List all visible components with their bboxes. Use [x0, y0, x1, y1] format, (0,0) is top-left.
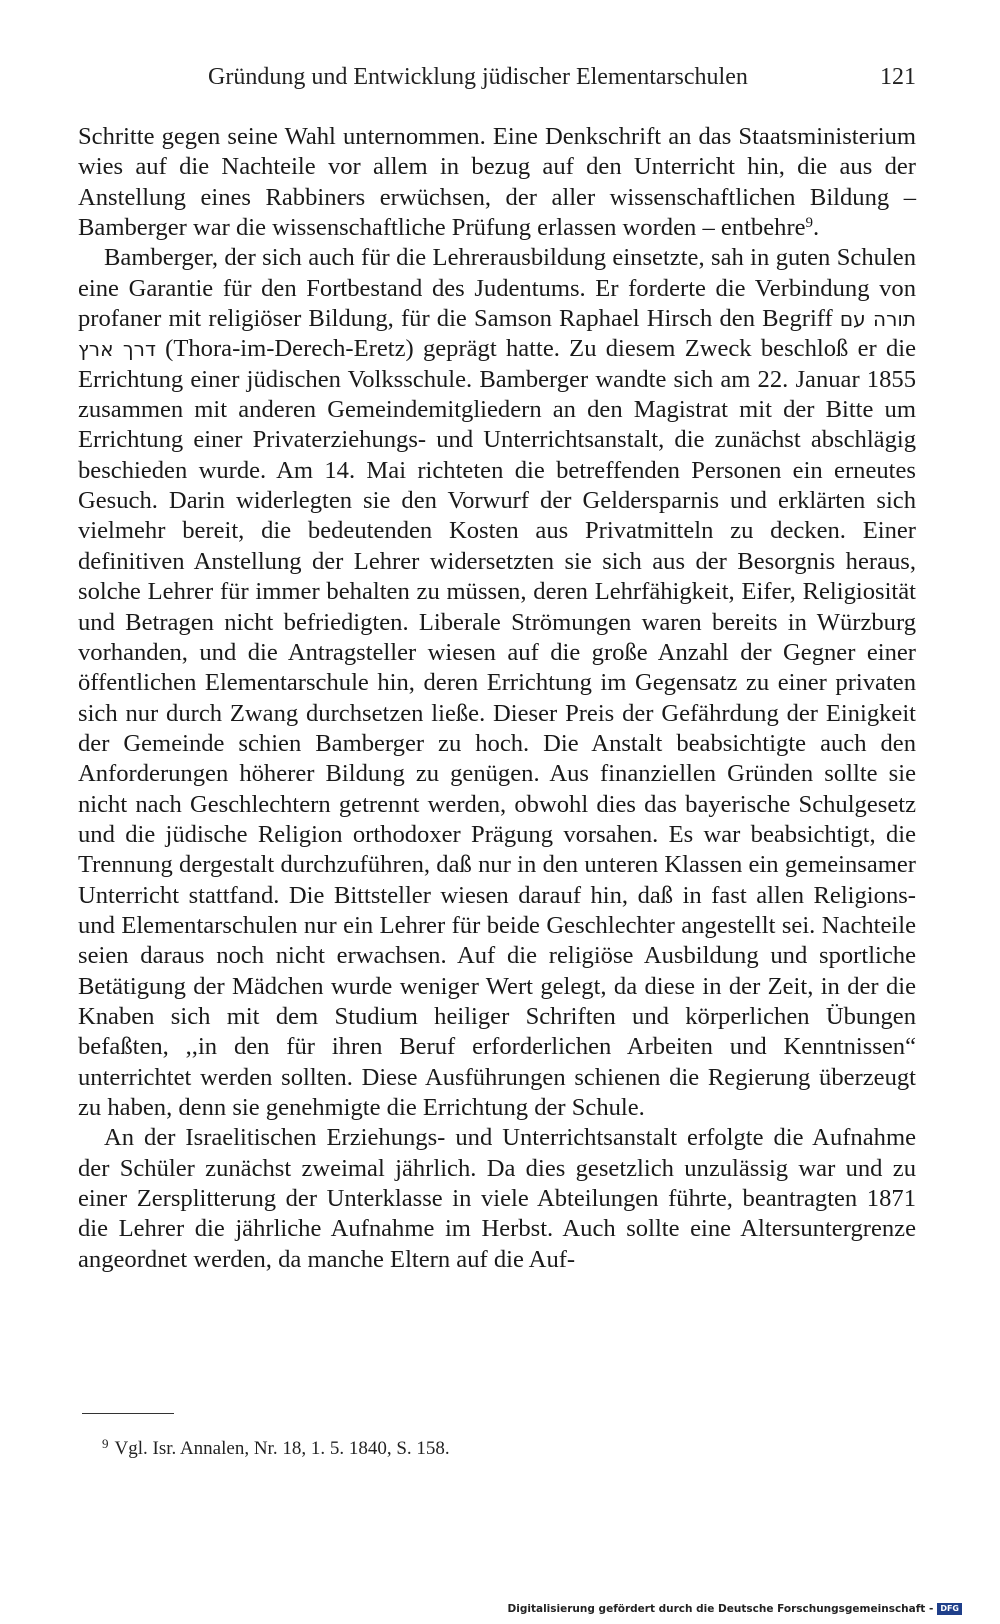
running-title: Gründung und Entwicklung jüdischer Elementarschulen — [208, 64, 748, 90]
paragraph-1-tail: . — [813, 214, 820, 242]
paragraph-1-text: Schritte gegen seine Wahl unternommen. Eine Denkschrift an das Staatsministerium wies auf die Nachteile vor allem in bezug auf den Unterricht hin, die aus der Anstellung eines Rabbiners erwüchsen, der aller wissenschaftlichen Bildung – Bamberger war die wissenschaftliche Prüfung erlassen worden – entbehre — [78, 123, 916, 242]
digitization-credit — [508, 1603, 962, 1615]
paragraph-2-text-a: Bamberger, der sich auch für die Lehrerausbildung einsetzte, sah in guten Schulen eine Garantie für den Fortbestand des Judentums. Er forderte die Verbindung von profaner mit religiöser Bildung, für die Samson Raphael Hirsch den Begriff — [78, 244, 916, 333]
paragraph-2 — [78, 243, 916, 1123]
paragraph-2-text-b: (Thora-im-Derech-Eretz) geprägt hatte. Zu diesem Zweck beschloß er die Errichtung einer jüdischen Volksschule. Bamberger wandte sich am 22. Januar 1855 zusammen mit anderen Gemeindemitgliedern an den Magistrat mit der Bitte um Errichtung einer Privaterziehungs- und Unterrichtsanstalt, die zunächst abschlägig beschieden wurde. Am 14. Mai richteten die betreffenden Personen ein erneutes Gesuch. Darin widerlegten sie den Vorwurf der Geldersparnis und erklärten sich vielmehr bereit, die bedeutenden Kosten aus Privatmitteln zu decken. Einer definitiven Anstellung der Lehrer widersetzten sie sich aus der Besorgnis heraus, solche Lehrer für immer behalten zu müssen, deren Lehrfähigkeit, Eifer, Religiosität und Betragen nicht befriedigten. Liberale Strömungen waren bereits in Würzburg vorhanden, und die Antragsteller wiesen auf die große Anzahl der Gegner einer öffentlichen Elementarschule hin, deren Errichtung im Gegensatz zu einer privaten sich nur durch Zwang durchsetzen ließe. Dieser Preis der Gefährdung der Einigkeit der Gemeinde schien Bamberger zu hoch. Die Anstalt beabsichtigte auch den Anforderungen höherer Bildung zu genügen. Aus finanziellen Gründen sollte sie nicht nach Geschlechtern getrennt werden, obwohl dies das bayerische Schulgesetz und die jüdische Religion orthodoxer Prägung vorsahen. Es war beabsichtigt, die Trennung dergestalt durchzuführen, daß nur in den unteren Klassen ein gemeinsamer Unterricht stattfand. Die Bittsteller wiesen darauf hin, daß in fast allen Religions- und Elementarschulen nur ein Lehrer für beide Geschlechter angestellt sei. Nachteile seien daraus noch nicht erwachsen. Auf die religiöse Ausbildung und sportliche Betätigung der Mädchen wurde weniger Wert gelegt, da diese in der Zeit, in der die Knaben sich mit dem Studium heiliger Schriften und körperlichen Übungen befaßten, ,,in den für ihren Beruf erforderlichen Arbeiten und Kenntnissen“ unterrichtet werden sollten. Diese Ausführungen schienen die Regierung überzeugt zu haben, denn sie genehmigte die Errichtung der Schule. — [78, 335, 916, 1121]
footnote-9 — [102, 1437, 902, 1461]
footnote-divider — [82, 1413, 174, 1414]
paragraph-3-text: An der Israelitischen Erziehungs- und Unterrichtsanstalt erfolgte die Aufnahme der Schüler zunächst zweimal jährlich. Da dies gesetzlich unzulässig war und zu einer Zersplitterung der Unterklasse in viele Abteilungen führte, beantragten 1871 die Lehrer die jährliche Aufnahme im Herbst. Auch sollte eine Altersuntergrenze angeordnet werden, da manche Eltern auf die Auf- — [78, 1124, 916, 1273]
hebrew-term: תורה עם דרך ארץ — [78, 307, 916, 362]
footnote-marker: 9 — [102, 1436, 109, 1451]
footnote-ref-9: 9 — [805, 215, 814, 232]
footnote-text: Vgl. Isr. Annalen, Nr. 18, 1. 5. 1840, S. 158. — [114, 1438, 450, 1459]
paragraph-3 — [78, 1123, 916, 1275]
page-number: 121 — [880, 64, 916, 90]
dfg-logo-icon: DFG — [937, 1603, 962, 1615]
paragraph-1 — [78, 122, 916, 243]
credit-text: Digitalisierung gefördert durch die Deutsche Forschungsgemeinschaft - — [507, 1603, 934, 1615]
main-text — [78, 122, 916, 1275]
